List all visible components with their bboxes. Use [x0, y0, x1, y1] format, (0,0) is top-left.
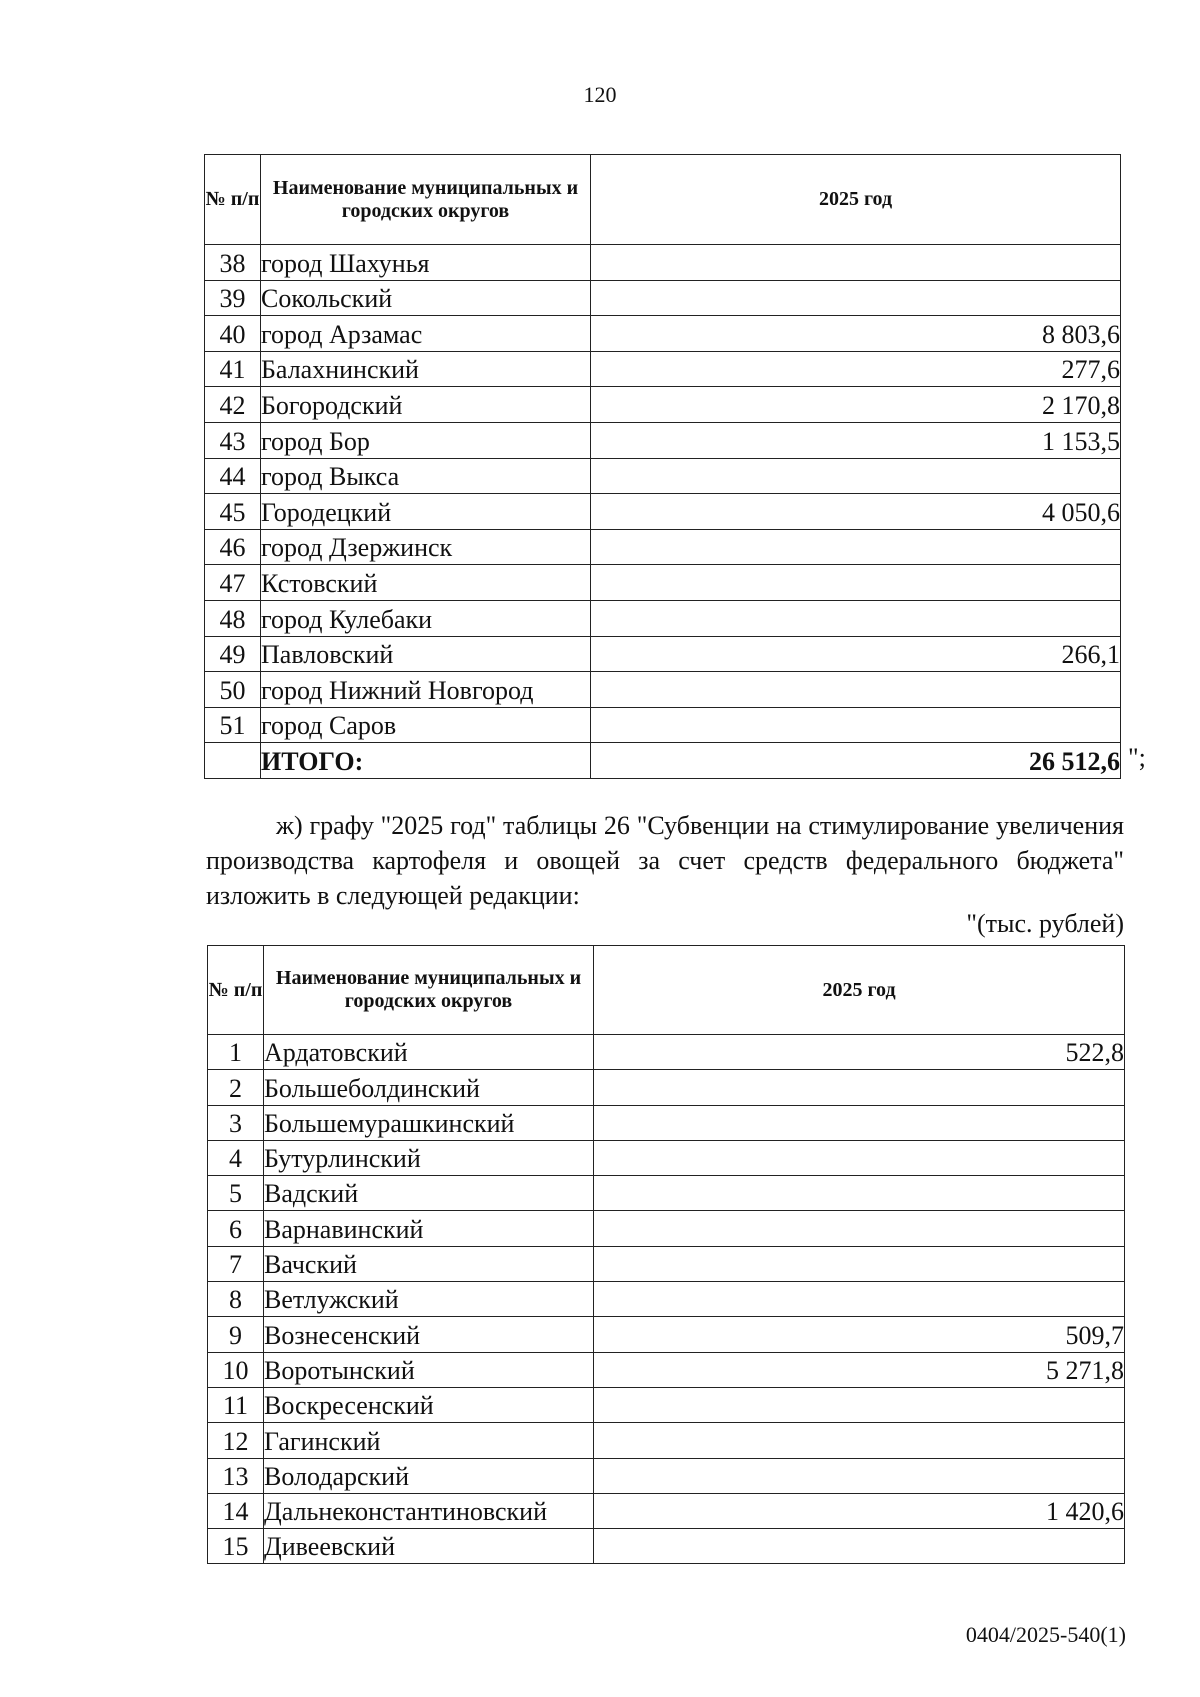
amount-2025: 2 170,8	[591, 387, 1121, 423]
municipality-name: город Нижний Новгород	[261, 672, 591, 708]
amount-2025: 509,7	[594, 1317, 1125, 1352]
municipality-name: Дивеевский	[264, 1529, 594, 1564]
municipality-name: город Выкса	[261, 458, 591, 494]
municipality-name: Володарский	[264, 1458, 594, 1493]
amount-2025	[594, 1423, 1125, 1458]
row-number: 1	[208, 1035, 264, 1070]
amount-2025	[594, 1282, 1125, 1317]
row-number: 3	[208, 1105, 264, 1140]
municipality-name: город Арзамас	[261, 316, 591, 352]
amount-2025	[594, 1070, 1125, 1105]
municipality-name: Городецкий	[261, 494, 591, 530]
closing-quote: ";	[1128, 743, 1146, 772]
amount-2025	[591, 280, 1121, 316]
amount-2025: 1 420,6	[594, 1493, 1125, 1528]
table-row	[205, 494, 1121, 530]
amount-2025	[594, 1458, 1125, 1493]
municipality-name: Дальнеконстантиновский	[264, 1493, 594, 1528]
row-number: 47	[205, 565, 261, 601]
table-2025-continued	[204, 154, 1121, 779]
municipality-name: Большеболдинский	[264, 1070, 594, 1105]
table-row	[205, 529, 1121, 565]
amount-2025: 5 271,8	[594, 1352, 1125, 1387]
table-row	[205, 565, 1121, 601]
row-number: 10	[208, 1352, 264, 1387]
table-row	[208, 1246, 1125, 1281]
amount-2025	[594, 1387, 1125, 1422]
table-row	[208, 1105, 1125, 1140]
row-number: 41	[205, 351, 261, 387]
document-code: 0404/2025-540(1)	[965, 1622, 1126, 1647]
table-row	[208, 1317, 1125, 1352]
municipality-name: Воскресенский	[264, 1387, 594, 1422]
amount-2025	[594, 1105, 1125, 1140]
table-row	[205, 316, 1121, 352]
row-number: 45	[205, 494, 261, 530]
header-num: № п/п	[205, 155, 261, 245]
amount-2025: 1 153,5	[591, 422, 1121, 458]
municipality-name: Ветлужский	[264, 1282, 594, 1317]
amount-2025	[594, 1529, 1125, 1564]
table-row	[208, 1493, 1125, 1528]
municipality-name: город Шахунья	[261, 245, 591, 281]
table-row	[208, 1211, 1125, 1246]
table-row	[208, 1529, 1125, 1564]
table-body	[205, 245, 1121, 779]
total-row	[205, 743, 1121, 779]
table-row	[205, 600, 1121, 636]
amount-2025: 277,6	[591, 351, 1121, 387]
table-row	[208, 1035, 1125, 1070]
row-number: 11	[208, 1387, 264, 1422]
table-row	[208, 1458, 1125, 1493]
row-number: 40	[205, 316, 261, 352]
row-number: 51	[205, 707, 261, 743]
amount-2025	[591, 707, 1121, 743]
municipality-name: Балахнинский	[261, 351, 591, 387]
table-row	[205, 280, 1121, 316]
row-number: 38	[205, 245, 261, 281]
table-row	[205, 672, 1121, 708]
row-number: 46	[205, 529, 261, 565]
table-row	[208, 1282, 1125, 1317]
row-number: 43	[205, 422, 261, 458]
amount-2025	[594, 1246, 1125, 1281]
amount-2025	[594, 1211, 1125, 1246]
table-row	[208, 1176, 1125, 1211]
amount-2025	[594, 1140, 1125, 1175]
table-body	[208, 1035, 1125, 1564]
header-num: № п/п	[208, 946, 264, 1035]
row-number: 2	[208, 1070, 264, 1105]
row-number: 4	[208, 1140, 264, 1175]
amount-2025	[591, 245, 1121, 281]
table-row	[208, 1423, 1125, 1458]
municipality-name: Гагинский	[264, 1423, 594, 1458]
table-row	[205, 422, 1121, 458]
amendment-paragraph: ж) графу "2025 год" таблицы 26 "Субвенции на стимулирование увеличения производства картофеля и овощей за счет средств федерального бюджета" изложить в следующей редакции:	[206, 811, 1124, 910]
row-number: 9	[208, 1317, 264, 1352]
table-26-potato-vegetables	[207, 945, 1125, 1564]
amount-2025	[591, 600, 1121, 636]
row-number: 12	[208, 1423, 264, 1458]
amount-2025	[591, 458, 1121, 494]
municipality-name: Бутурлинский	[264, 1140, 594, 1175]
table-row	[208, 1387, 1125, 1422]
total-amount: 26 512,6	[591, 743, 1121, 779]
amount-2025	[594, 1176, 1125, 1211]
row-number	[205, 743, 261, 779]
table-row	[208, 1140, 1125, 1175]
row-number: 6	[208, 1211, 264, 1246]
municipality-name: Богородский	[261, 387, 591, 423]
municipality-name: Павловский	[261, 636, 591, 672]
municipality-name: Вознесенский	[264, 1317, 594, 1352]
row-number: 15	[208, 1529, 264, 1564]
amount-2025	[591, 565, 1121, 601]
header-year: 2025 год	[594, 946, 1125, 1035]
table-row	[205, 707, 1121, 743]
municipality-name: город Бор	[261, 422, 591, 458]
municipality-name: Воротынский	[264, 1352, 594, 1387]
amount-2025: 4 050,6	[591, 494, 1121, 530]
total-label: ИТОГО:	[261, 743, 591, 779]
row-number: 44	[205, 458, 261, 494]
municipality-name: Большемурашкинский	[264, 1105, 594, 1140]
header-name: Наименование муниципальных и городских округов	[264, 946, 594, 1035]
unit-note: "(тыс. рублей)	[966, 909, 1124, 938]
amount-2025	[591, 672, 1121, 708]
table-row	[205, 458, 1121, 494]
row-number: 8	[208, 1282, 264, 1317]
municipality-name: город Саров	[261, 707, 591, 743]
table-row	[205, 636, 1121, 672]
row-number: 14	[208, 1493, 264, 1528]
municipality-name: Вачский	[264, 1246, 594, 1281]
row-number: 39	[205, 280, 261, 316]
page-number: 120	[583, 82, 617, 107]
municipality-name: Сокольский	[261, 280, 591, 316]
row-number: 50	[205, 672, 261, 708]
municipality-name: Ардатовский	[264, 1035, 594, 1070]
municipality-name: Вадский	[264, 1176, 594, 1211]
table-row	[205, 351, 1121, 387]
header-name: Наименование муниципальных и городских округов	[261, 155, 591, 245]
municipality-name: Варнавинский	[264, 1211, 594, 1246]
row-number: 42	[205, 387, 261, 423]
municipality-name: Кстовский	[261, 565, 591, 601]
row-number: 5	[208, 1176, 264, 1211]
amount-2025	[591, 529, 1121, 565]
municipality-name: город Кулебаки	[261, 600, 591, 636]
table-row	[208, 1070, 1125, 1105]
row-number: 7	[208, 1246, 264, 1281]
table-row	[205, 387, 1121, 423]
amount-2025: 266,1	[591, 636, 1121, 672]
header-year: 2025 год	[591, 155, 1121, 245]
table-row	[208, 1352, 1125, 1387]
amount-2025: 522,8	[594, 1035, 1125, 1070]
municipality-name: город Дзержинск	[261, 529, 591, 565]
table-row	[205, 245, 1121, 281]
row-number: 13	[208, 1458, 264, 1493]
row-number: 49	[205, 636, 261, 672]
row-number: 48	[205, 600, 261, 636]
amount-2025: 8 803,6	[591, 316, 1121, 352]
